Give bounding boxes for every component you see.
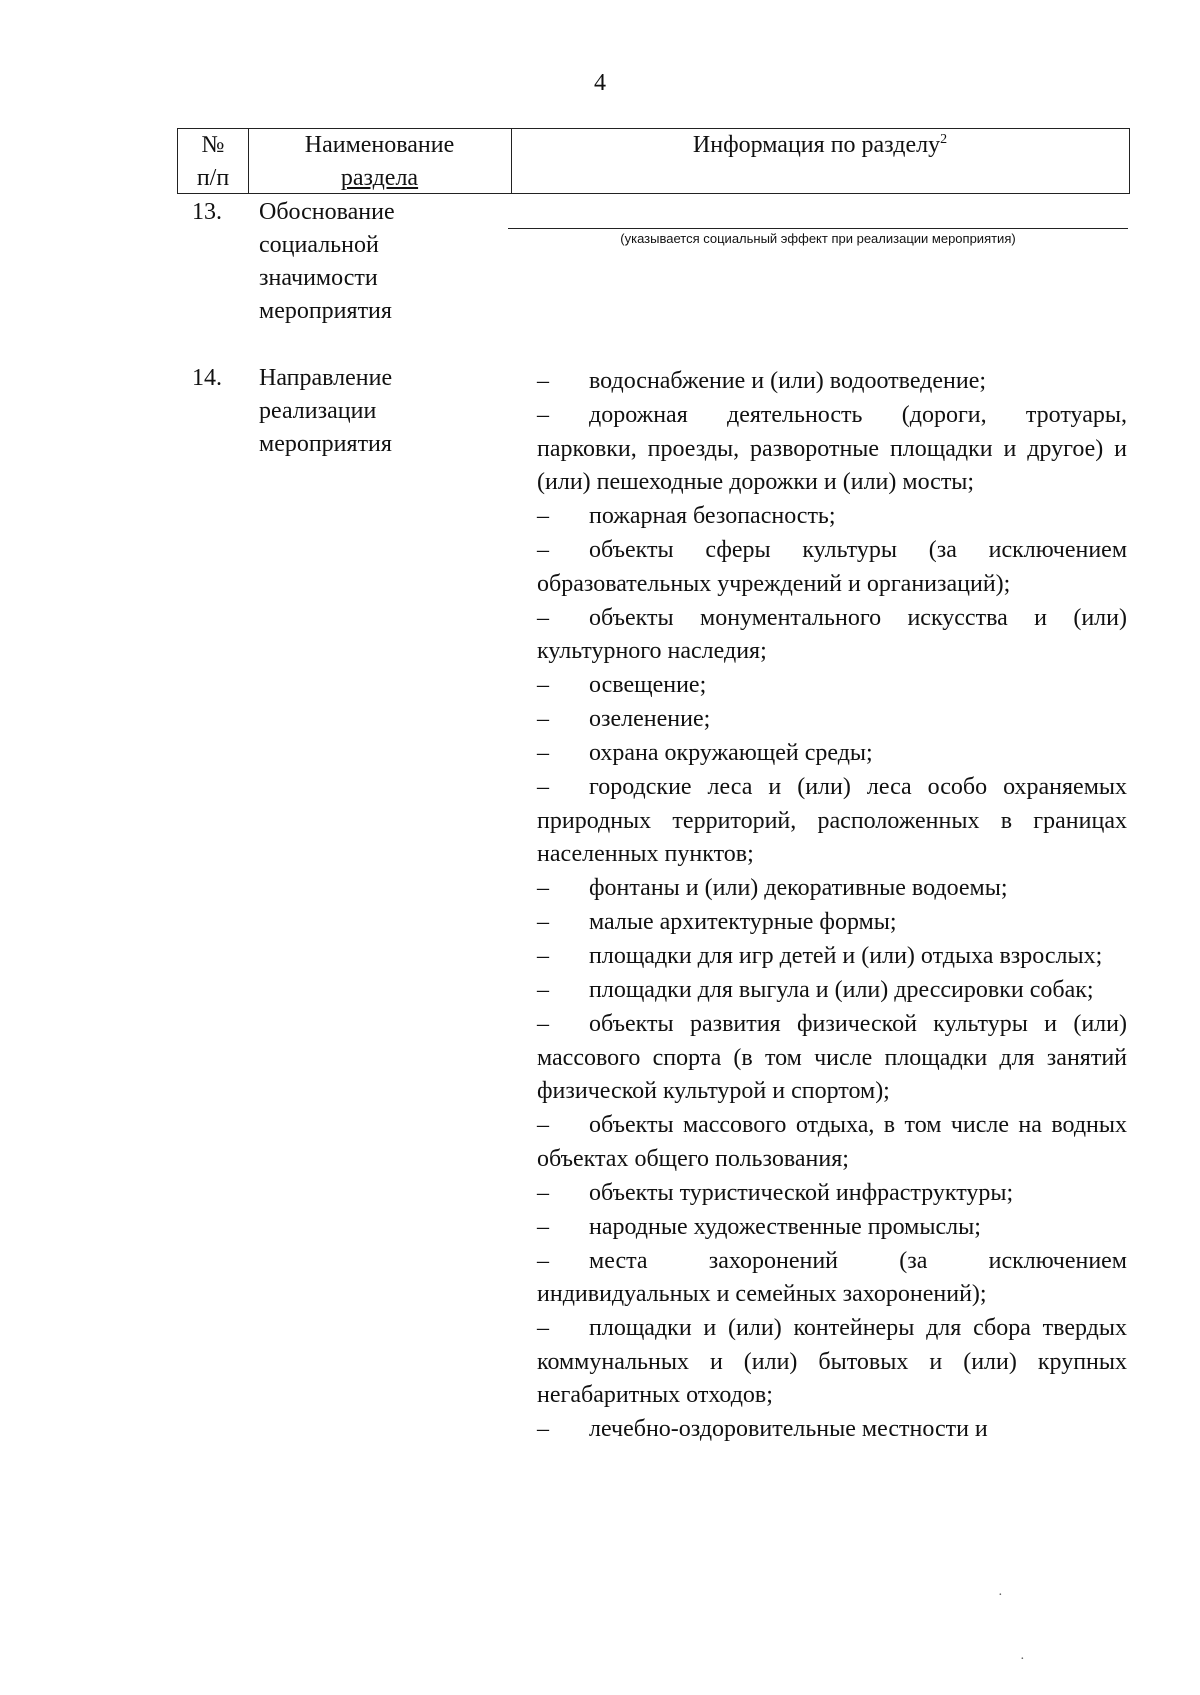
dash-marker: – xyxy=(537,943,549,969)
list-item xyxy=(537,399,1127,500)
dash-marker: – xyxy=(537,368,549,394)
dash-marker: – xyxy=(537,1247,549,1274)
dash-marker: – xyxy=(537,604,549,631)
dash-marker: – xyxy=(537,503,549,529)
list-item-text: объекты монументального искусства и (или) культурного наследия; xyxy=(537,604,1127,664)
list-item xyxy=(537,771,1127,872)
dash-marker: – xyxy=(537,706,549,732)
table-header xyxy=(177,128,1130,194)
row-name-line: социальной xyxy=(259,232,379,258)
list-item-text: городские леса и (или) леса особо охраняемых природных территорий, расположенных в границах населенных пунктов; xyxy=(537,774,1127,867)
list-item xyxy=(537,1413,1127,1447)
dash-marker: – xyxy=(537,537,549,563)
header-info-label: Информация по разделу xyxy=(692,132,941,158)
list-item-text: площадки и (или) контейнеры для сбора твердых коммунальных и (или) бытовых и (или) крупных негабаритных отходов; xyxy=(537,1315,1127,1408)
list-item xyxy=(537,1109,1127,1176)
scan-mark: · xyxy=(1020,1652,1025,1667)
header-name-line1: Наименование xyxy=(304,132,455,158)
list-item-text: пожарная безопасность; xyxy=(589,503,836,529)
row-name-line: значимости xyxy=(259,265,378,291)
dash-marker: – xyxy=(537,402,549,428)
header-name-column xyxy=(248,129,511,195)
list-item-text: охрана окружающей среды; xyxy=(589,740,873,766)
list-item-text: площадки для выгула и (или) дрессировки собак; xyxy=(589,977,1094,1003)
dash-marker: – xyxy=(537,909,549,935)
row-number-14: 14. xyxy=(192,365,222,391)
dash-marker: – xyxy=(537,875,549,901)
dash-marker: – xyxy=(537,1416,549,1442)
header-number-line1: № xyxy=(201,132,225,158)
list-item-text: народные художественные промыслы; xyxy=(589,1213,981,1240)
row-name-line: мероприятия xyxy=(259,431,392,457)
list-item-text: дорожная деятельность (дороги, тротуары, парковки, проезды, разворотные площадки и другое) и (или) пешеходные дорожки и (или) мосты; xyxy=(537,402,1127,495)
list-item xyxy=(537,974,1127,1008)
row-name-line: Обоснование xyxy=(259,199,395,225)
fill-in-hint: (указывается социальный эффект при реализации мероприятия) xyxy=(620,231,1016,246)
header-number-line2: п/п xyxy=(196,165,230,191)
row-name-14 xyxy=(259,362,489,461)
list-item-text: фонтаны и (или) декоративные водоемы; xyxy=(589,875,1008,901)
list-item xyxy=(537,534,1127,601)
list-item xyxy=(537,940,1127,974)
list-item xyxy=(537,1177,1127,1211)
dash-marker: – xyxy=(537,1112,549,1138)
list-item xyxy=(537,669,1127,703)
list-item xyxy=(537,1245,1127,1312)
dash-marker: – xyxy=(537,1179,549,1206)
header-number-column xyxy=(178,129,248,195)
list-item xyxy=(537,872,1127,906)
dash-marker: – xyxy=(537,1315,549,1341)
row-name-line: Направление xyxy=(259,365,393,391)
footnote-marker: 2 xyxy=(940,132,948,147)
list-item-text: площадки для игр детей и (или) отдыха взрослых; xyxy=(589,943,1103,969)
list-item xyxy=(537,737,1127,771)
list-item xyxy=(537,1312,1127,1413)
list-item xyxy=(537,1211,1127,1245)
list-item xyxy=(537,703,1127,737)
header-name-line2: раздела xyxy=(340,165,419,191)
list-item xyxy=(537,365,1127,399)
list-item-text: лечебно-оздоровительные местности и xyxy=(589,1416,988,1442)
page-number: 4 xyxy=(594,70,606,96)
dash-marker: – xyxy=(537,1213,549,1240)
row-name-line: реализации xyxy=(259,398,377,424)
dash-marker: – xyxy=(537,740,549,766)
list-item-text: освещение; xyxy=(589,672,707,698)
dash-marker: – xyxy=(537,672,549,698)
header-info-column xyxy=(511,129,1129,162)
list-item xyxy=(537,1008,1127,1109)
dash-marker: – xyxy=(537,1011,549,1037)
list-item xyxy=(537,906,1127,940)
dash-marker: – xyxy=(537,977,549,1003)
row-number-13: 13. xyxy=(192,199,222,225)
direction-list xyxy=(537,365,1127,1447)
list-item xyxy=(537,602,1127,669)
list-item-text: объекты развития физической культуры и (или) массового спорта (в том числе площадки для занятий физической культурой и спортом); xyxy=(537,1011,1127,1104)
dash-marker: – xyxy=(537,774,549,800)
list-item-text: водоснабжение и (или) водоотведение; xyxy=(589,368,987,394)
list-item-text: озеленение; xyxy=(589,706,711,732)
list-item-text: объекты туристической инфраструктуры; xyxy=(589,1179,1014,1206)
fill-in-line xyxy=(508,228,1128,229)
list-item xyxy=(537,500,1127,534)
row-name-line: мероприятия xyxy=(259,298,392,324)
list-item-text: малые архитектурные формы; xyxy=(589,909,897,935)
row-name-13 xyxy=(259,196,489,328)
scan-mark: · xyxy=(998,1588,1003,1603)
list-item-text: места захоронений (за исключением индивидуальных и семейных захоронений); xyxy=(537,1247,1127,1307)
list-item-text: объекты массового отдыха, в том числе на водных объектах общего пользования; xyxy=(537,1112,1127,1172)
list-item-text: объекты сферы культуры (за исключением образовательных учреждений и организаций); xyxy=(537,537,1127,597)
